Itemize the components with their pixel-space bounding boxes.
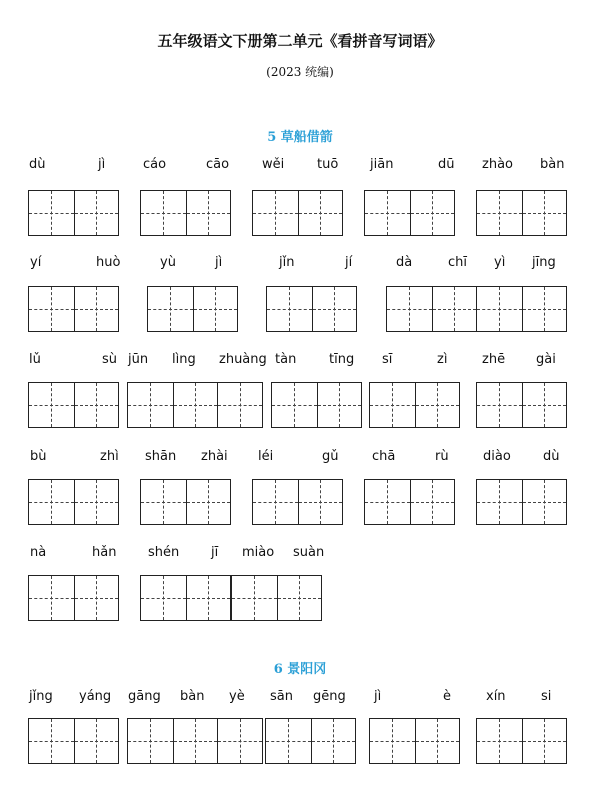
- writing-grid[interactable]: [364, 190, 455, 236]
- writing-grid[interactable]: [369, 382, 460, 428]
- pinyin-label: chā: [372, 449, 396, 464]
- writing-grid[interactable]: [140, 479, 231, 525]
- pinyin-label: sù: [102, 352, 118, 367]
- writing-grid[interactable]: [127, 718, 263, 764]
- pinyin-label: sān: [270, 689, 293, 704]
- writing-grid[interactable]: [386, 286, 477, 332]
- writing-grid[interactable]: [140, 190, 231, 236]
- pinyin-label: yì: [494, 255, 506, 270]
- pinyin-label: jūn: [128, 352, 149, 367]
- writing-grid[interactable]: [265, 718, 356, 764]
- lesson-heading-5: 5 草船借箭: [267, 130, 333, 145]
- writing-grid[interactable]: [476, 718, 567, 764]
- writing-grid[interactable]: [476, 382, 567, 428]
- pinyin-label: gài: [536, 352, 556, 367]
- pinyin-label: zhē: [482, 352, 506, 367]
- pinyin-label: yè: [229, 689, 245, 704]
- pinyin-label: tàn: [275, 352, 297, 367]
- pinyin-label: bù: [30, 449, 47, 464]
- page-title: 五年级语文下册第二单元《看拼音写词语》: [157, 32, 443, 50]
- pinyin-label: lǔ: [29, 352, 41, 367]
- pinyin-label: si: [541, 689, 552, 704]
- pinyin-label: jīng: [532, 255, 556, 270]
- pinyin-label: yáng: [79, 689, 112, 704]
- pinyin-label: è: [443, 689, 451, 704]
- writing-grid[interactable]: [28, 286, 119, 332]
- writing-grid[interactable]: [252, 190, 343, 236]
- pinyin-label: dà: [396, 255, 413, 270]
- pinyin-label: lìng: [172, 352, 196, 367]
- pinyin-label: jì: [215, 255, 223, 270]
- pinyin-label: tīng: [329, 352, 355, 367]
- pinyin-label: zhuàng: [219, 352, 267, 367]
- pinyin-label: gāng: [128, 689, 161, 704]
- pinyin-label: miào: [242, 545, 275, 560]
- pinyin-label: cāo: [206, 157, 230, 172]
- pinyin-label: jì: [98, 157, 106, 172]
- pinyin-label: yù: [160, 255, 176, 270]
- pinyin-label: xín: [486, 689, 506, 704]
- writing-grid[interactable]: [369, 718, 460, 764]
- writing-grid[interactable]: [140, 575, 231, 621]
- pinyin-label: shān: [145, 449, 177, 464]
- pinyin-label: wěi: [262, 157, 285, 172]
- lesson-heading-6: 6 景阳冈: [273, 662, 327, 677]
- pinyin-label: jī: [211, 545, 219, 560]
- pinyin-label: zì: [437, 352, 448, 367]
- pinyin-label: sī: [382, 352, 393, 367]
- pinyin-label: bàn: [180, 689, 205, 704]
- pinyin-label: dù: [29, 157, 46, 172]
- pinyin-label: cáo: [143, 157, 167, 172]
- page-subtitle: (2023 统编): [266, 65, 334, 79]
- pinyin-label: dù: [543, 449, 560, 464]
- pinyin-label: yí: [30, 255, 42, 270]
- pinyin-label: gǔ: [322, 449, 339, 464]
- writing-grid[interactable]: [252, 479, 343, 525]
- writing-grid[interactable]: [28, 190, 119, 236]
- writing-grid[interactable]: [127, 382, 263, 428]
- pinyin-label: léi: [258, 449, 274, 464]
- writing-grid[interactable]: [271, 382, 362, 428]
- pinyin-label: bàn: [540, 157, 565, 172]
- writing-grid[interactable]: [476, 479, 567, 525]
- pinyin-label: tuō: [317, 157, 339, 172]
- pinyin-label: zhài: [201, 449, 228, 464]
- pinyin-label: gēng: [313, 689, 346, 704]
- writing-grid[interactable]: [147, 286, 238, 332]
- pinyin-label: suàn: [293, 545, 325, 560]
- writing-grid[interactable]: [476, 190, 567, 236]
- writing-grid[interactable]: [364, 479, 455, 525]
- writing-grid[interactable]: [231, 575, 322, 621]
- writing-grid[interactable]: [28, 479, 119, 525]
- writing-grid[interactable]: [28, 382, 119, 428]
- writing-grid[interactable]: [266, 286, 357, 332]
- pinyin-label: jì: [374, 689, 382, 704]
- pinyin-label: zhì: [100, 449, 119, 464]
- pinyin-label: jí: [345, 255, 353, 270]
- pinyin-label: nà: [30, 545, 47, 560]
- pinyin-label: jǐn: [279, 255, 295, 270]
- writing-grid[interactable]: [28, 575, 119, 621]
- writing-grid[interactable]: [28, 718, 119, 764]
- pinyin-label: jiān: [370, 157, 394, 172]
- pinyin-label: rù: [435, 449, 449, 464]
- pinyin-label: zhào: [482, 157, 513, 172]
- writing-grid[interactable]: [476, 286, 567, 332]
- pinyin-label: dū: [438, 157, 455, 172]
- pinyin-label: diào: [483, 449, 511, 464]
- pinyin-label: huò: [96, 255, 121, 270]
- pinyin-label: jǐng: [29, 689, 53, 704]
- pinyin-label: chī: [448, 255, 467, 270]
- pinyin-label: shén: [148, 545, 180, 560]
- pinyin-label: hǎn: [92, 545, 117, 560]
